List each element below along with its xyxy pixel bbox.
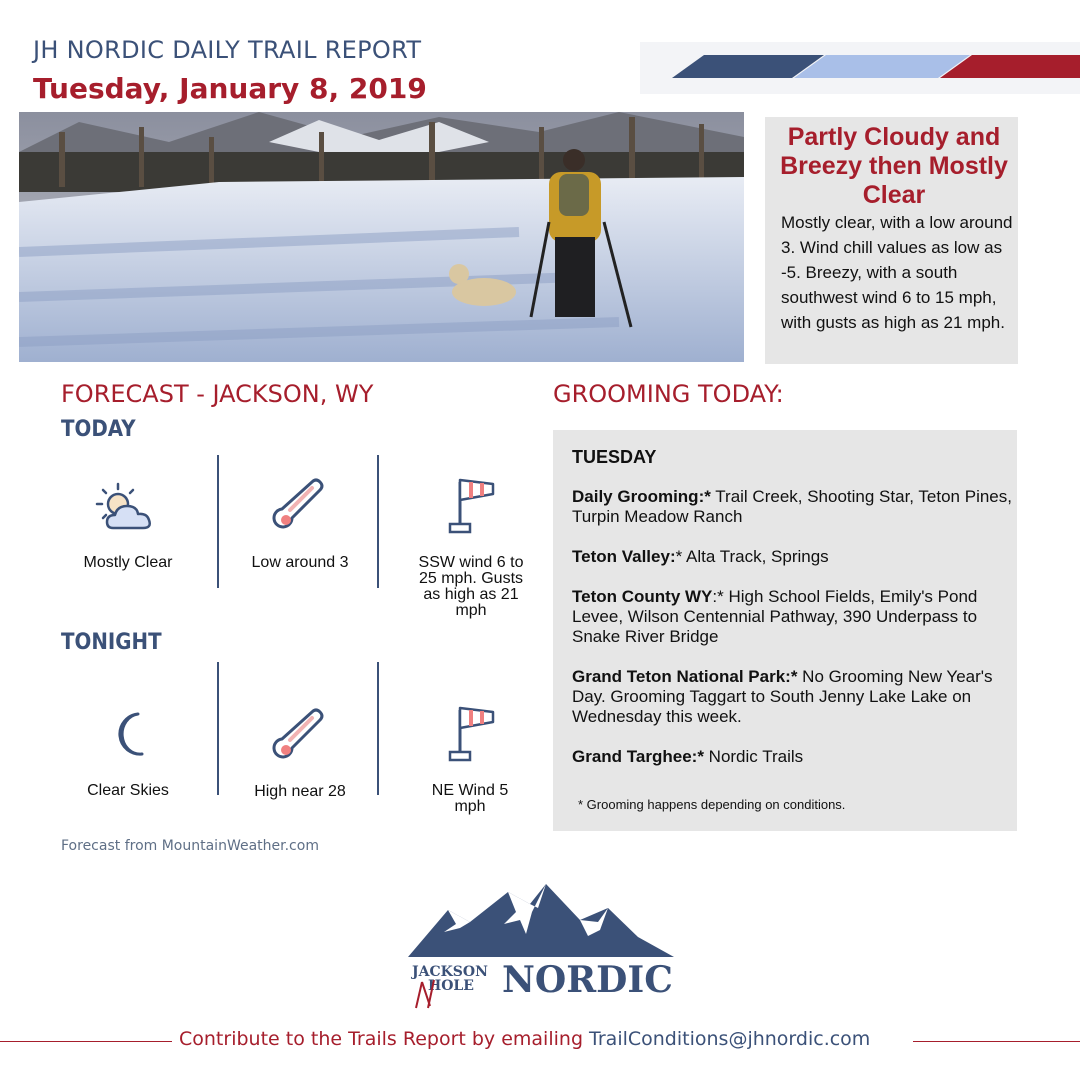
grooming-area-name: Teton Valley:	[572, 547, 676, 566]
grooming-area-name: Daily Grooming:*	[572, 487, 711, 506]
grooming-area-text: * Alta Track, Springs	[675, 547, 829, 566]
divider	[217, 662, 219, 795]
logo-line2: HOLE	[428, 978, 474, 994]
footer-email-link[interactable]: TrailConditions@jhnordic.com	[589, 1028, 871, 1050]
grooming-entry	[572, 487, 1017, 527]
grooming-entry	[572, 667, 1017, 727]
grooming-box	[553, 430, 1017, 831]
grooming-heading: GROOMING TODAY:	[553, 380, 784, 408]
summary-title: Partly Cloudy and Breezy then Mostly Clear	[780, 123, 1008, 209]
today-sky-text: Mostly Clear	[83, 554, 173, 571]
footer-rule	[913, 1041, 1080, 1042]
summary-text: Mostly clear, with a low around 3. Wind chill values as low as -5. Breezy, with a south southwest wind 6 to 15 mph, with gusts as high as 21 mph.	[781, 213, 1013, 332]
forecast-source: Forecast from MountainWeather.com	[61, 838, 319, 854]
windsock-icon	[446, 704, 496, 767]
grooming-area-name: Grand Teton National Park:*	[572, 667, 798, 686]
grooming-area-name: Teton County WY	[572, 587, 713, 606]
grooming-area-text: No Grooming New Year's Day. Grooming Taggart to South Jenny Lake Lake on Wednesday this week.	[572, 667, 993, 726]
grooming-day: TUESDAY	[572, 447, 657, 467]
grooming-area-text: :* High School Fields, Emily's Pond Levee, Wilson Centennial Pathway, 390 Underpass to Snake River Bridge	[572, 587, 978, 646]
divider	[217, 455, 219, 588]
grooming-area-name: Grand Targhee:*	[572, 747, 704, 766]
today-label: TODAY	[61, 417, 136, 442]
today-temp-text: Low around 3	[251, 554, 349, 571]
tonight-sky-text: Clear Skies	[87, 782, 169, 799]
tonight-label: TONIGHT	[61, 630, 162, 655]
logo-word: NORDIC	[502, 959, 673, 1001]
grooming-entry	[572, 547, 1017, 567]
grooming-note: * Grooming happens depending on conditions.	[578, 797, 846, 812]
hero-photo	[19, 112, 744, 362]
divider	[377, 662, 379, 795]
jackson-hole-nordic-logo	[408, 882, 674, 1012]
grooming-entry	[572, 587, 1017, 647]
divider	[377, 455, 379, 588]
footer-rule	[0, 1041, 172, 1042]
windsock-icon	[446, 476, 496, 539]
grooming-area-text: Trail Creek, Shooting Star, Teton Pines, Turpin Meadow Ranch	[572, 487, 1012, 526]
weather-summary-box	[765, 117, 1018, 364]
today-wind-text: SSW wind 6 to 25 mph. Gusts as high as 21 mph	[418, 554, 524, 619]
grooming-entry	[572, 747, 1017, 767]
report-date: Tuesday, January 8, 2019	[33, 72, 427, 105]
grooming-area-text: Nordic Trails	[703, 747, 804, 766]
thermometer-icon	[272, 476, 330, 539]
report-title: JH NORDIC DAILY TRAIL REPORT	[33, 36, 422, 64]
footer-text: Contribute to the Trails Report by emailing	[179, 1028, 590, 1050]
tonight-temp-text: High near 28	[254, 783, 346, 800]
footer-contribute	[179, 1028, 870, 1050]
header-stripe	[640, 42, 1080, 94]
moon-icon	[108, 710, 148, 763]
logo-line1: JACKSON	[412, 964, 488, 980]
forecast-heading: FORECAST - JACKSON, WY	[61, 380, 374, 408]
tonight-wind-text: NE Wind 5 mph	[431, 782, 509, 815]
partly-cloudy-icon	[95, 482, 157, 539]
thermometer-icon	[272, 706, 330, 769]
